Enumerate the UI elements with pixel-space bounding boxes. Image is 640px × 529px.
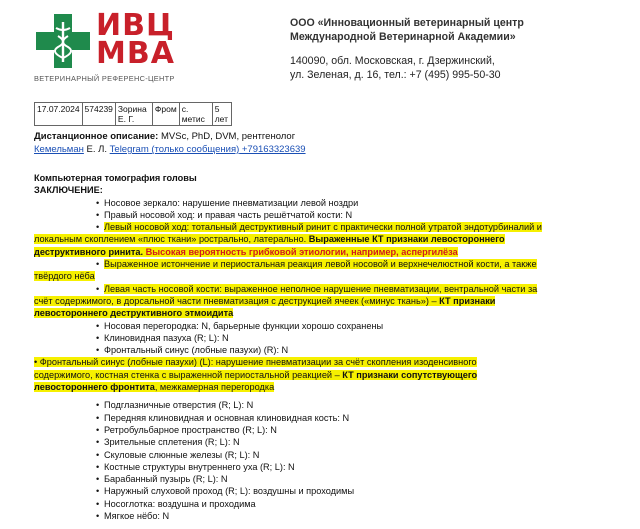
list-item: • Правый носовой ход: и правая часть решётчатой кости: N bbox=[104, 209, 614, 221]
visit-date: 17.07.2024 bbox=[35, 103, 83, 126]
list-item: • Костные структуры внутреннего уха (R; L): N bbox=[104, 461, 614, 473]
list-item: • Носоглотка: воздушна и проходима bbox=[104, 498, 614, 510]
conclusion-heading: ЗАКЛЮЧЕНИЕ: bbox=[34, 185, 103, 196]
logo-wordmark: ИВЦ МВА bbox=[96, 8, 175, 71]
list-item: • Носовая перегородка: N, барьерные функции хорошо сохранены bbox=[104, 320, 614, 332]
list-item: • Клиновидная пазуха (R; L): N bbox=[104, 332, 614, 344]
organization-address: 140090, обл. Московская, г. Дзержинский, ул. Зеленая, д. 16, тел.: +7 (495) 995-50-30 bbox=[290, 55, 501, 81]
list-item: • Подглазничные отверстия (R; L): N bbox=[104, 399, 614, 411]
list-item: • Зрительные сплетения (R; L): N bbox=[104, 436, 614, 448]
finding-continuation: локальным скоплением «плюс ткани» рострально, латерально. Выраженные КТ признаки левостороннего bbox=[34, 234, 505, 245]
finding-continuation: деструктивного ринита. Высокая вероятность грибковой этиологии, например, аспергилёза bbox=[34, 246, 458, 257]
owner-name: Зорина Е. Г. bbox=[115, 103, 152, 126]
telegram-link[interactable]: Telegram (только сообщения) bbox=[109, 144, 240, 155]
patient-info-table bbox=[34, 102, 232, 126]
list-item: • Барабанный пузырь (R; L): N bbox=[104, 473, 614, 485]
phone-link[interactable]: +79163323639 bbox=[239, 144, 306, 155]
list-item: • Передняя клиновидная и основная клиновидная кость: N bbox=[104, 412, 614, 424]
patient-age: 5 лет bbox=[212, 103, 231, 126]
case-number: 574239 bbox=[82, 103, 115, 126]
list-item: • Выраженное истончение и периостальная реакция левой носовой и верхнечелюстной кости, а также bbox=[104, 258, 614, 270]
list-item: • Фронтальный синус (лобные пазухи) (R): N bbox=[104, 344, 614, 356]
study-title: Компьютерная томография головы bbox=[34, 173, 197, 183]
list-item: • Левый носовой ход: тотальный деструктивный ринит с практически полной утратой эндотурбиналий и bbox=[104, 221, 614, 233]
doctor-link[interactable]: Кемельман bbox=[34, 144, 84, 155]
list-item: • Фронтальный синус (лобные пазухи) (L): нарушение пневматизации за счёт скопления изоденсивного bbox=[34, 357, 477, 368]
list-item: • Левая часть носовой кости: выраженное неполное нарушение пневматизации, вентральной части за bbox=[104, 283, 614, 295]
page-header bbox=[0, 0, 640, 96]
patient-name: Фром bbox=[152, 103, 179, 126]
vet-cross-caduceus-icon bbox=[34, 12, 92, 70]
logo-subtitle: ВЕТЕРИНАРНЫЙ РЕФЕРЕНС-ЦЕНТР bbox=[34, 74, 175, 83]
list-item: • Наружный слуховой проход (R; L): воздушны и проходимы bbox=[104, 485, 614, 497]
remote-description: Дистанционное описание: MVSc, PhD, DVM, рентгенолог Кемельман Е. Л. Telegram (только сообщения) +79163323639 bbox=[34, 131, 306, 155]
organization-name: ООО «Инновационный ветеринарный центр Международной Ветеринарной Академии» bbox=[290, 17, 524, 43]
list-item: • Ретробульбарное пространство (R; L): N bbox=[104, 424, 614, 436]
list-item: • Мягкое нёбо: N bbox=[104, 510, 614, 522]
list-item: • Носовое зеркало: нарушение пневматизации левой ноздри bbox=[104, 197, 614, 209]
patient-breed: с. метис bbox=[179, 103, 212, 126]
findings-list bbox=[34, 197, 614, 234]
report-body: Компьютерная томография головы ЗАКЛЮЧЕНИЕ: • Носовое зеркало: нарушение пневматизации левой ноздри • Правый носовой ход: и правая часть решётчатой кости: N • Левый носовой ход: тотальный деструктивный ринит с практически полной утратой эндотурбиналий и локальным скоплением «плюс ткани» рострально, латерально. Выраженные КТ признаки левостороннего деструктивного ринита. Высокая вероятность грибковой этиологии, например, аспергилёза • Выраженное истончение и периостальная реакция левой носовой и верхнечелюстной кости, а также твёрдого нёба • Левая часть носовой кости: выраженное неполное нарушение пневматизации, вентральной части за счёт содержимого, в дорсальной части пневматизация с деструкцией ячеек («минус ткань») – КТ признаки левостороннего деструктивного этмоидита • Носовая перегородка: N, барьерные функции хорошо сохранены • Клиновидная пазуха (R; L): N • Фронтальный синус (лобные пазухи) (R): N • Фронтальный синус (лобные пазухи) (L): нарушение пневматизации за счёт скопления изоденсивного содержимого, костная стенка с выраженной периостальной реакцией – КТ признаки сопутствующего левостороннего фронтита, межкамерная перегородка • Подглазничные отверстия (R; L): N • Передняя клиновидная и основная клиновидная кость: N • Ретробульбарное пространство (R; L): N • Зрительные сплетения (R; L): N • Скуловые слюнные железы (R; L): N • Костные структуры внутреннего уха (R; L): N • Барабанный пузырь (R; L): N • Наружный слуховой проход (R; L): воздушны и проходимы • Носоглотка: воздушна и проходима • Мягкое нёбо: N bbox=[34, 172, 614, 522]
clinic-logo bbox=[34, 8, 184, 90]
list-item: • Скуловые слюнные железы (R; L): N bbox=[104, 449, 614, 461]
